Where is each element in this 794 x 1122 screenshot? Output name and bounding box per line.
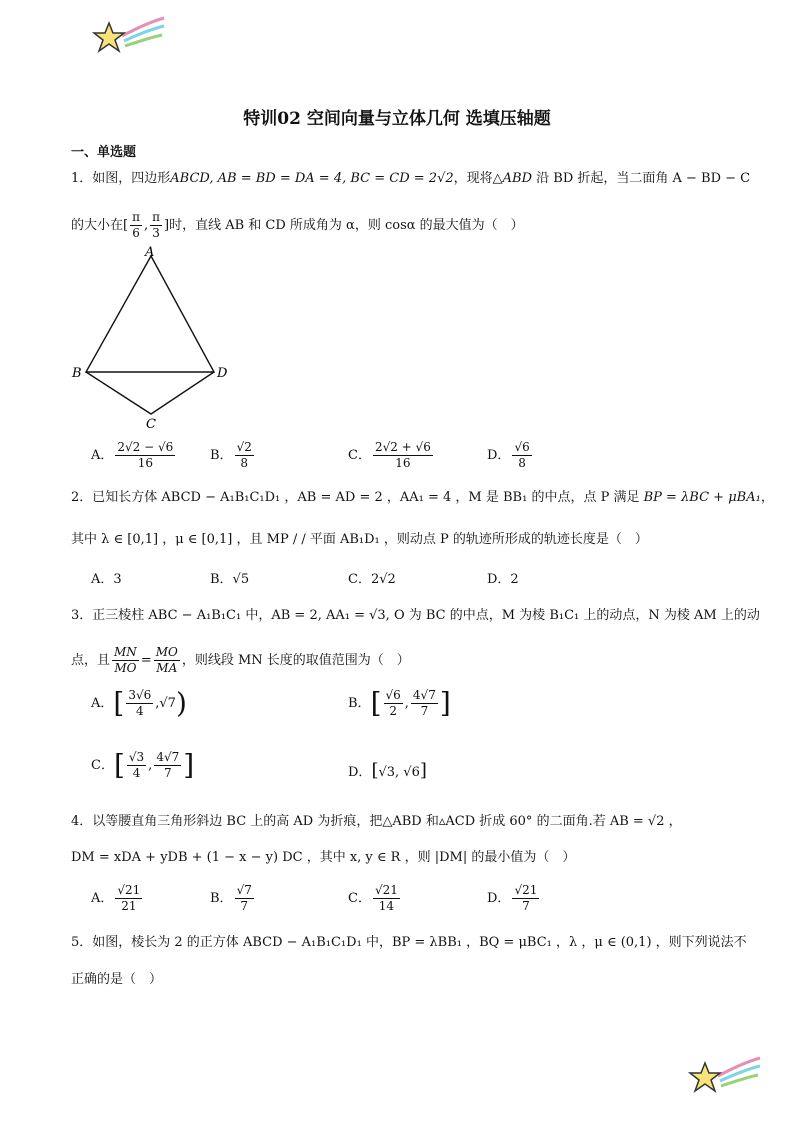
q4-option-a: A． $\frac{√21}{21}$ <box>91 883 141 913</box>
star-decoration-top-icon <box>92 14 166 58</box>
q1-option-c: C． $\frac{2√2 + √6}{16}$ <box>348 440 431 470</box>
q5-line2: 正确的是（ ） <box>71 972 163 987</box>
q1-figure <box>70 244 240 434</box>
q4-line1: 4．以等腰直角三角形斜边 BC 上的高 AD 为折痕，把△ABD 和▵ACD 折成 60° 的二面角.若 AB = √2 ， <box>71 814 682 829</box>
q4-line2: DM = xDA + yDB + (1 − x − y) DC ，其中 x, y ∈ R ，则 |DM| 的最小值为（ ） <box>71 850 576 865</box>
q2-option-b: B．√5 <box>210 572 250 587</box>
q4-option-d: D． $\frac{√21}{7}$ <box>487 883 538 913</box>
q2-option-d: D．2 <box>487 572 519 587</box>
q1-line2: 的大小在[ $\frac{\pi}{6}$ , $\frac{\pi}{3}$ ]时，直线 AB 和 CD 所成角为 α，则 cosα 的最大值为（ ） <box>71 210 524 240</box>
q3-option-d: D．[√3, √6] <box>348 760 427 781</box>
fig-label-d: D <box>217 366 228 381</box>
q4-option-b: B． $\frac{√7}{7}$ <box>210 883 252 913</box>
q3-line1: 3．正三棱柱 ABC − A₁B₁C₁ 中，AB = 2, AA₁ = √3, O 为 BC 的中点，M 为棱 B₁C₁ 上的动点，N 为棱 AM 上的动 <box>71 608 760 623</box>
q1-option-d: D． $\frac{√6}{8}$ <box>487 440 530 470</box>
q2-line2: 其中 λ ∈ [0,1] ，μ ∈ [0,1] ，且 MP / / 平面 AB₁D₁ ，则动点 P 的轨迹所形成的轨迹长度是（ ） <box>71 532 648 547</box>
q2-option-a: A．3 <box>91 572 122 587</box>
section-heading: 一、单选题 <box>71 145 137 160</box>
q2-option-c: C．2√2 <box>348 572 396 587</box>
q2-line1: 2．已知长方体 ABCD − A₁B₁C₁D₁ ，AB = AD = 2 ，AA₁ = 4 ，M 是 BB₁ 的中点，点 P 满足 BP = λBC + μBA₁， <box>71 490 774 505</box>
fig-label-b: B <box>72 366 82 381</box>
star-decoration-bottom-icon <box>688 1054 762 1098</box>
q3-option-b: B．[ $\frac{√6}{2}$ , $\frac{4√7}{7}$ ] <box>348 686 451 720</box>
q1-line1: 1．如图，四边形ABCD, AB = BD = DA = 4, BC = CD = 2√2，现将△ABD 沿 BD 折起，当二面角 A − BD − C <box>71 171 751 186</box>
q3-line2: 点，且 $\frac{MN}{MO}$ = $\frac{MO}{MA}$ ，则线段 MN 长度的取值范围为（ ） <box>71 645 410 675</box>
page-title: 特训02 空间向量与立体几何 选填压轴题 <box>243 109 551 129</box>
q3-option-c: C．[ $\frac{√3}{4}$ , $\frac{4√7}{7}$ ] <box>91 748 195 782</box>
q4-option-c: C． $\frac{√21}{14}$ <box>348 883 398 913</box>
q5-line1: 5．如图，棱长为 2 的正方体 ABCD − A₁B₁C₁D₁ 中，BP = λBB₁ ，BQ = μBC₁ ，λ ，μ ∈ (0,1) ，则下列说法不 <box>71 935 747 950</box>
q1-option-b: B． $\frac{√2}{8}$ <box>210 440 252 470</box>
q1-option-a: A． $\frac{2√2 - √6}{16}$ <box>91 440 174 470</box>
fig-label-a: A <box>145 245 155 260</box>
fig-label-c: C <box>146 417 156 432</box>
q3-option-a: A．[ $\frac{3√6}{4}$ ,√7) <box>91 686 187 720</box>
